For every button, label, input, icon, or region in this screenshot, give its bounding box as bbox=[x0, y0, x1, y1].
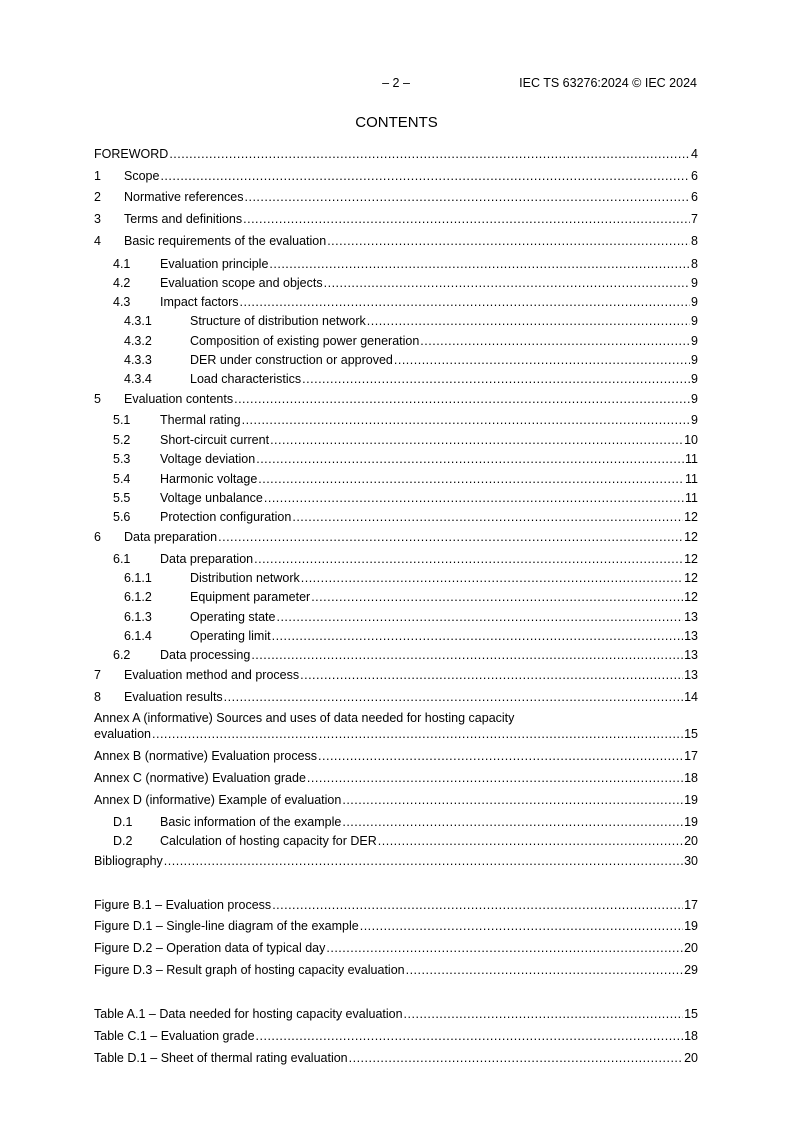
toc-entry[interactable] bbox=[94, 667, 698, 683]
toc-number: 1 bbox=[94, 169, 101, 183]
toc-entry[interactable] bbox=[124, 589, 698, 605]
toc-number: 5.4 bbox=[113, 472, 131, 486]
toc-number: 6.1.3 bbox=[124, 610, 152, 624]
toc-entry[interactable] bbox=[113, 275, 698, 291]
toc-label: Evaluation results bbox=[124, 690, 223, 704]
toc-number: 5.1 bbox=[113, 413, 131, 427]
table-label: Table D.1 – Sheet of thermal rating evaluation bbox=[94, 1051, 348, 1065]
toc-entry[interactable] bbox=[113, 490, 698, 506]
table-entry[interactable] bbox=[94, 1028, 698, 1044]
toc-label: Evaluation principle bbox=[160, 257, 269, 271]
toc-page: 17 bbox=[684, 749, 698, 763]
toc-label: Data processing bbox=[160, 648, 251, 662]
toc-number: 3 bbox=[94, 212, 101, 226]
toc-page: 13 bbox=[684, 629, 698, 643]
toc-number: 6.1.4 bbox=[124, 629, 152, 643]
toc-page: 10 bbox=[684, 433, 698, 447]
toc-label: Composition of existing power generation bbox=[190, 334, 420, 348]
toc-page: 20 bbox=[684, 834, 698, 848]
toc-page: 13 bbox=[684, 610, 698, 624]
toc-entry[interactable] bbox=[94, 233, 698, 249]
toc-page: 9 bbox=[691, 392, 698, 406]
toc-label: Load characteristics bbox=[190, 372, 302, 386]
toc-number: 4.3.3 bbox=[124, 353, 152, 367]
table-page: 15 bbox=[684, 1007, 698, 1021]
contents-title: CONTENTS bbox=[355, 114, 438, 131]
toc-page: 12 bbox=[684, 530, 698, 544]
toc-number: 4.3.1 bbox=[124, 314, 152, 328]
toc-entry[interactable] bbox=[113, 432, 698, 448]
toc-entry[interactable] bbox=[94, 211, 698, 227]
toc-page: 18 bbox=[684, 771, 698, 785]
toc-entry[interactable] bbox=[124, 333, 698, 349]
toc-number: 2 bbox=[94, 190, 101, 204]
toc-page: 19 bbox=[684, 793, 698, 807]
toc-number: 4.2 bbox=[113, 276, 131, 290]
figure-label: Figure B.1 – Evaluation process bbox=[94, 898, 272, 912]
toc-number: D.1 bbox=[113, 815, 133, 829]
toc-label: Calculation of hosting capacity for DER bbox=[160, 834, 377, 848]
toc-entry[interactable] bbox=[113, 647, 698, 663]
toc-entry[interactable] bbox=[94, 189, 698, 205]
toc-entry[interactable] bbox=[124, 371, 698, 387]
toc-number: 4 bbox=[94, 234, 101, 248]
toc-number: 4.3.2 bbox=[124, 334, 152, 348]
toc-entry[interactable] bbox=[113, 471, 698, 487]
toc-page: 9 bbox=[691, 334, 698, 348]
toc-page: 15 bbox=[684, 727, 698, 741]
toc-label: Evaluation method and process bbox=[124, 668, 300, 682]
toc-label: Terms and definitions bbox=[124, 212, 243, 226]
toc-entry[interactable] bbox=[124, 609, 698, 625]
toc-page: 7 bbox=[691, 212, 698, 226]
toc-number: 7 bbox=[94, 668, 101, 682]
toc-label: Voltage unbalance bbox=[160, 491, 263, 505]
toc-page: 11 bbox=[685, 452, 698, 466]
toc-page: 6 bbox=[691, 169, 698, 183]
toc-label: Distribution network bbox=[190, 571, 300, 585]
toc-page: 9 bbox=[691, 295, 698, 309]
toc-number: 8 bbox=[94, 690, 101, 704]
toc-label: FOREWORD bbox=[94, 147, 169, 161]
toc-page: 12 bbox=[684, 571, 698, 585]
toc-number: 5.2 bbox=[113, 433, 131, 447]
toc-number: 6.1.2 bbox=[124, 590, 152, 604]
page-number: – 2 – bbox=[382, 76, 410, 90]
toc-page: 13 bbox=[684, 648, 698, 662]
figure-entry[interactable] bbox=[94, 962, 698, 978]
toc-label: DER under construction or approved bbox=[190, 353, 393, 367]
toc-page: 9 bbox=[691, 276, 698, 290]
toc-label: Equipment parameter bbox=[190, 590, 311, 604]
toc-page: 12 bbox=[684, 552, 698, 566]
toc-number: 4.1 bbox=[113, 257, 131, 271]
toc-label: Operating limit bbox=[190, 629, 271, 643]
toc-label: Annex D (informative) Example of evaluation bbox=[94, 793, 342, 807]
toc-page: 12 bbox=[684, 510, 698, 524]
table-entry[interactable] bbox=[94, 1050, 698, 1066]
figure-label: Figure D.2 – Operation data of typical day bbox=[94, 941, 326, 955]
toc-number: 5.5 bbox=[113, 491, 131, 505]
toc-entry-annex-d[interactable] bbox=[94, 792, 698, 808]
toc-page: 4 bbox=[691, 147, 698, 161]
table-page: 18 bbox=[684, 1029, 698, 1043]
document-id: IEC TS 63276:2024 © IEC 2024 bbox=[519, 76, 697, 90]
toc-page: 9 bbox=[691, 314, 698, 328]
toc-number: 5.3 bbox=[113, 452, 131, 466]
toc-page: 11 bbox=[685, 491, 698, 505]
toc-label: Short-circuit current bbox=[160, 433, 270, 447]
toc-label: Bibliography bbox=[94, 854, 163, 868]
toc-number: 5.6 bbox=[113, 510, 131, 524]
toc-label: Normative references bbox=[124, 190, 244, 204]
toc-label: Thermal rating bbox=[160, 413, 241, 427]
toc-label: Impact factors bbox=[160, 295, 239, 309]
toc-label: Data preparation bbox=[160, 552, 254, 566]
toc-label: evaluation bbox=[94, 727, 151, 741]
toc-entry[interactable] bbox=[94, 391, 698, 407]
toc-number: 4.3.4 bbox=[124, 372, 152, 386]
toc-label: Harmonic voltage bbox=[160, 472, 258, 486]
toc-entry-foreword[interactable] bbox=[94, 146, 698, 162]
table-label: Table C.1 – Evaluation grade bbox=[94, 1029, 255, 1043]
toc-entry[interactable] bbox=[124, 352, 698, 368]
figure-entry[interactable] bbox=[94, 918, 698, 934]
toc-page: 30 bbox=[684, 854, 698, 868]
toc-label: Annex B (normative) Evaluation process bbox=[94, 749, 318, 763]
toc-entry-annex-c[interactable] bbox=[94, 770, 698, 786]
toc-number: 5 bbox=[94, 392, 101, 406]
toc-entry[interactable] bbox=[124, 628, 698, 644]
toc-entry[interactable] bbox=[113, 451, 698, 467]
toc-page: 6 bbox=[691, 190, 698, 204]
toc-entry-annex-b[interactable] bbox=[94, 748, 698, 764]
toc-label: Data preparation bbox=[124, 530, 218, 544]
toc-page: 9 bbox=[691, 413, 698, 427]
figure-entry[interactable] bbox=[94, 940, 698, 956]
toc-number: 6.1.1 bbox=[124, 571, 152, 585]
table-entry[interactable] bbox=[94, 1006, 698, 1022]
toc-page: 12 bbox=[684, 590, 698, 604]
toc-entry-annex-a-line1[interactable]: Annex A (informative) Sources and uses of data needed for hosting capacity bbox=[94, 711, 515, 725]
toc-page: 9 bbox=[691, 372, 698, 386]
toc-entry[interactable] bbox=[124, 313, 698, 329]
toc-label: Basic information of the example bbox=[160, 815, 342, 829]
figure-page: 17 bbox=[684, 898, 698, 912]
toc-number: 6.1 bbox=[113, 552, 131, 566]
figure-label: Figure D.1 – Single-line diagram of the example bbox=[94, 919, 359, 933]
toc-page: 9 bbox=[691, 353, 698, 367]
figure-page: 29 bbox=[684, 963, 698, 977]
toc-label: Evaluation contents bbox=[124, 392, 234, 406]
toc-entry[interactable] bbox=[113, 256, 698, 272]
toc-entry[interactable] bbox=[94, 529, 698, 545]
toc-page: 14 bbox=[684, 690, 698, 704]
toc-label: Structure of distribution network bbox=[190, 314, 366, 328]
toc-label: Scope bbox=[124, 169, 160, 183]
toc-page: 13 bbox=[684, 668, 698, 682]
toc-label: Protection configuration bbox=[160, 510, 292, 524]
toc-number: D.2 bbox=[113, 834, 133, 848]
toc-entry[interactable] bbox=[113, 833, 698, 849]
toc-page: 11 bbox=[685, 472, 698, 486]
toc-entry[interactable] bbox=[113, 509, 698, 525]
figure-page: 19 bbox=[684, 919, 698, 933]
table-page: 20 bbox=[684, 1051, 698, 1065]
toc-label: Voltage deviation bbox=[160, 452, 256, 466]
toc-entry[interactable] bbox=[113, 551, 698, 567]
figure-entry[interactable] bbox=[94, 897, 698, 913]
table-label: Table A.1 – Data needed for hosting capacity evaluation bbox=[94, 1007, 403, 1021]
toc-page: 8 bbox=[691, 234, 698, 248]
toc-entry-annex-a[interactable] bbox=[94, 726, 698, 742]
toc-page: 19 bbox=[684, 815, 698, 829]
toc-entry[interactable] bbox=[113, 814, 698, 830]
figure-label: Figure D.3 – Result graph of hosting capacity evaluation bbox=[94, 963, 405, 977]
toc-entry[interactable] bbox=[113, 294, 698, 310]
toc-page: 8 bbox=[691, 257, 698, 271]
toc-entry-bibliography[interactable] bbox=[94, 853, 698, 869]
toc-label: Basic requirements of the evaluation bbox=[124, 234, 327, 248]
toc-number: 6 bbox=[94, 530, 101, 544]
toc-entry[interactable] bbox=[94, 168, 698, 184]
toc-number: 4.3 bbox=[113, 295, 131, 309]
toc-label: Annex C (normative) Evaluation grade bbox=[94, 771, 306, 785]
figure-page: 20 bbox=[684, 941, 698, 955]
toc-number: 6.2 bbox=[113, 648, 131, 662]
toc-entry[interactable] bbox=[94, 689, 698, 705]
toc-entry[interactable] bbox=[113, 412, 698, 428]
toc-entry[interactable] bbox=[124, 570, 698, 586]
toc-label: Operating state bbox=[190, 610, 276, 624]
toc-label: Evaluation scope and objects bbox=[160, 276, 323, 290]
